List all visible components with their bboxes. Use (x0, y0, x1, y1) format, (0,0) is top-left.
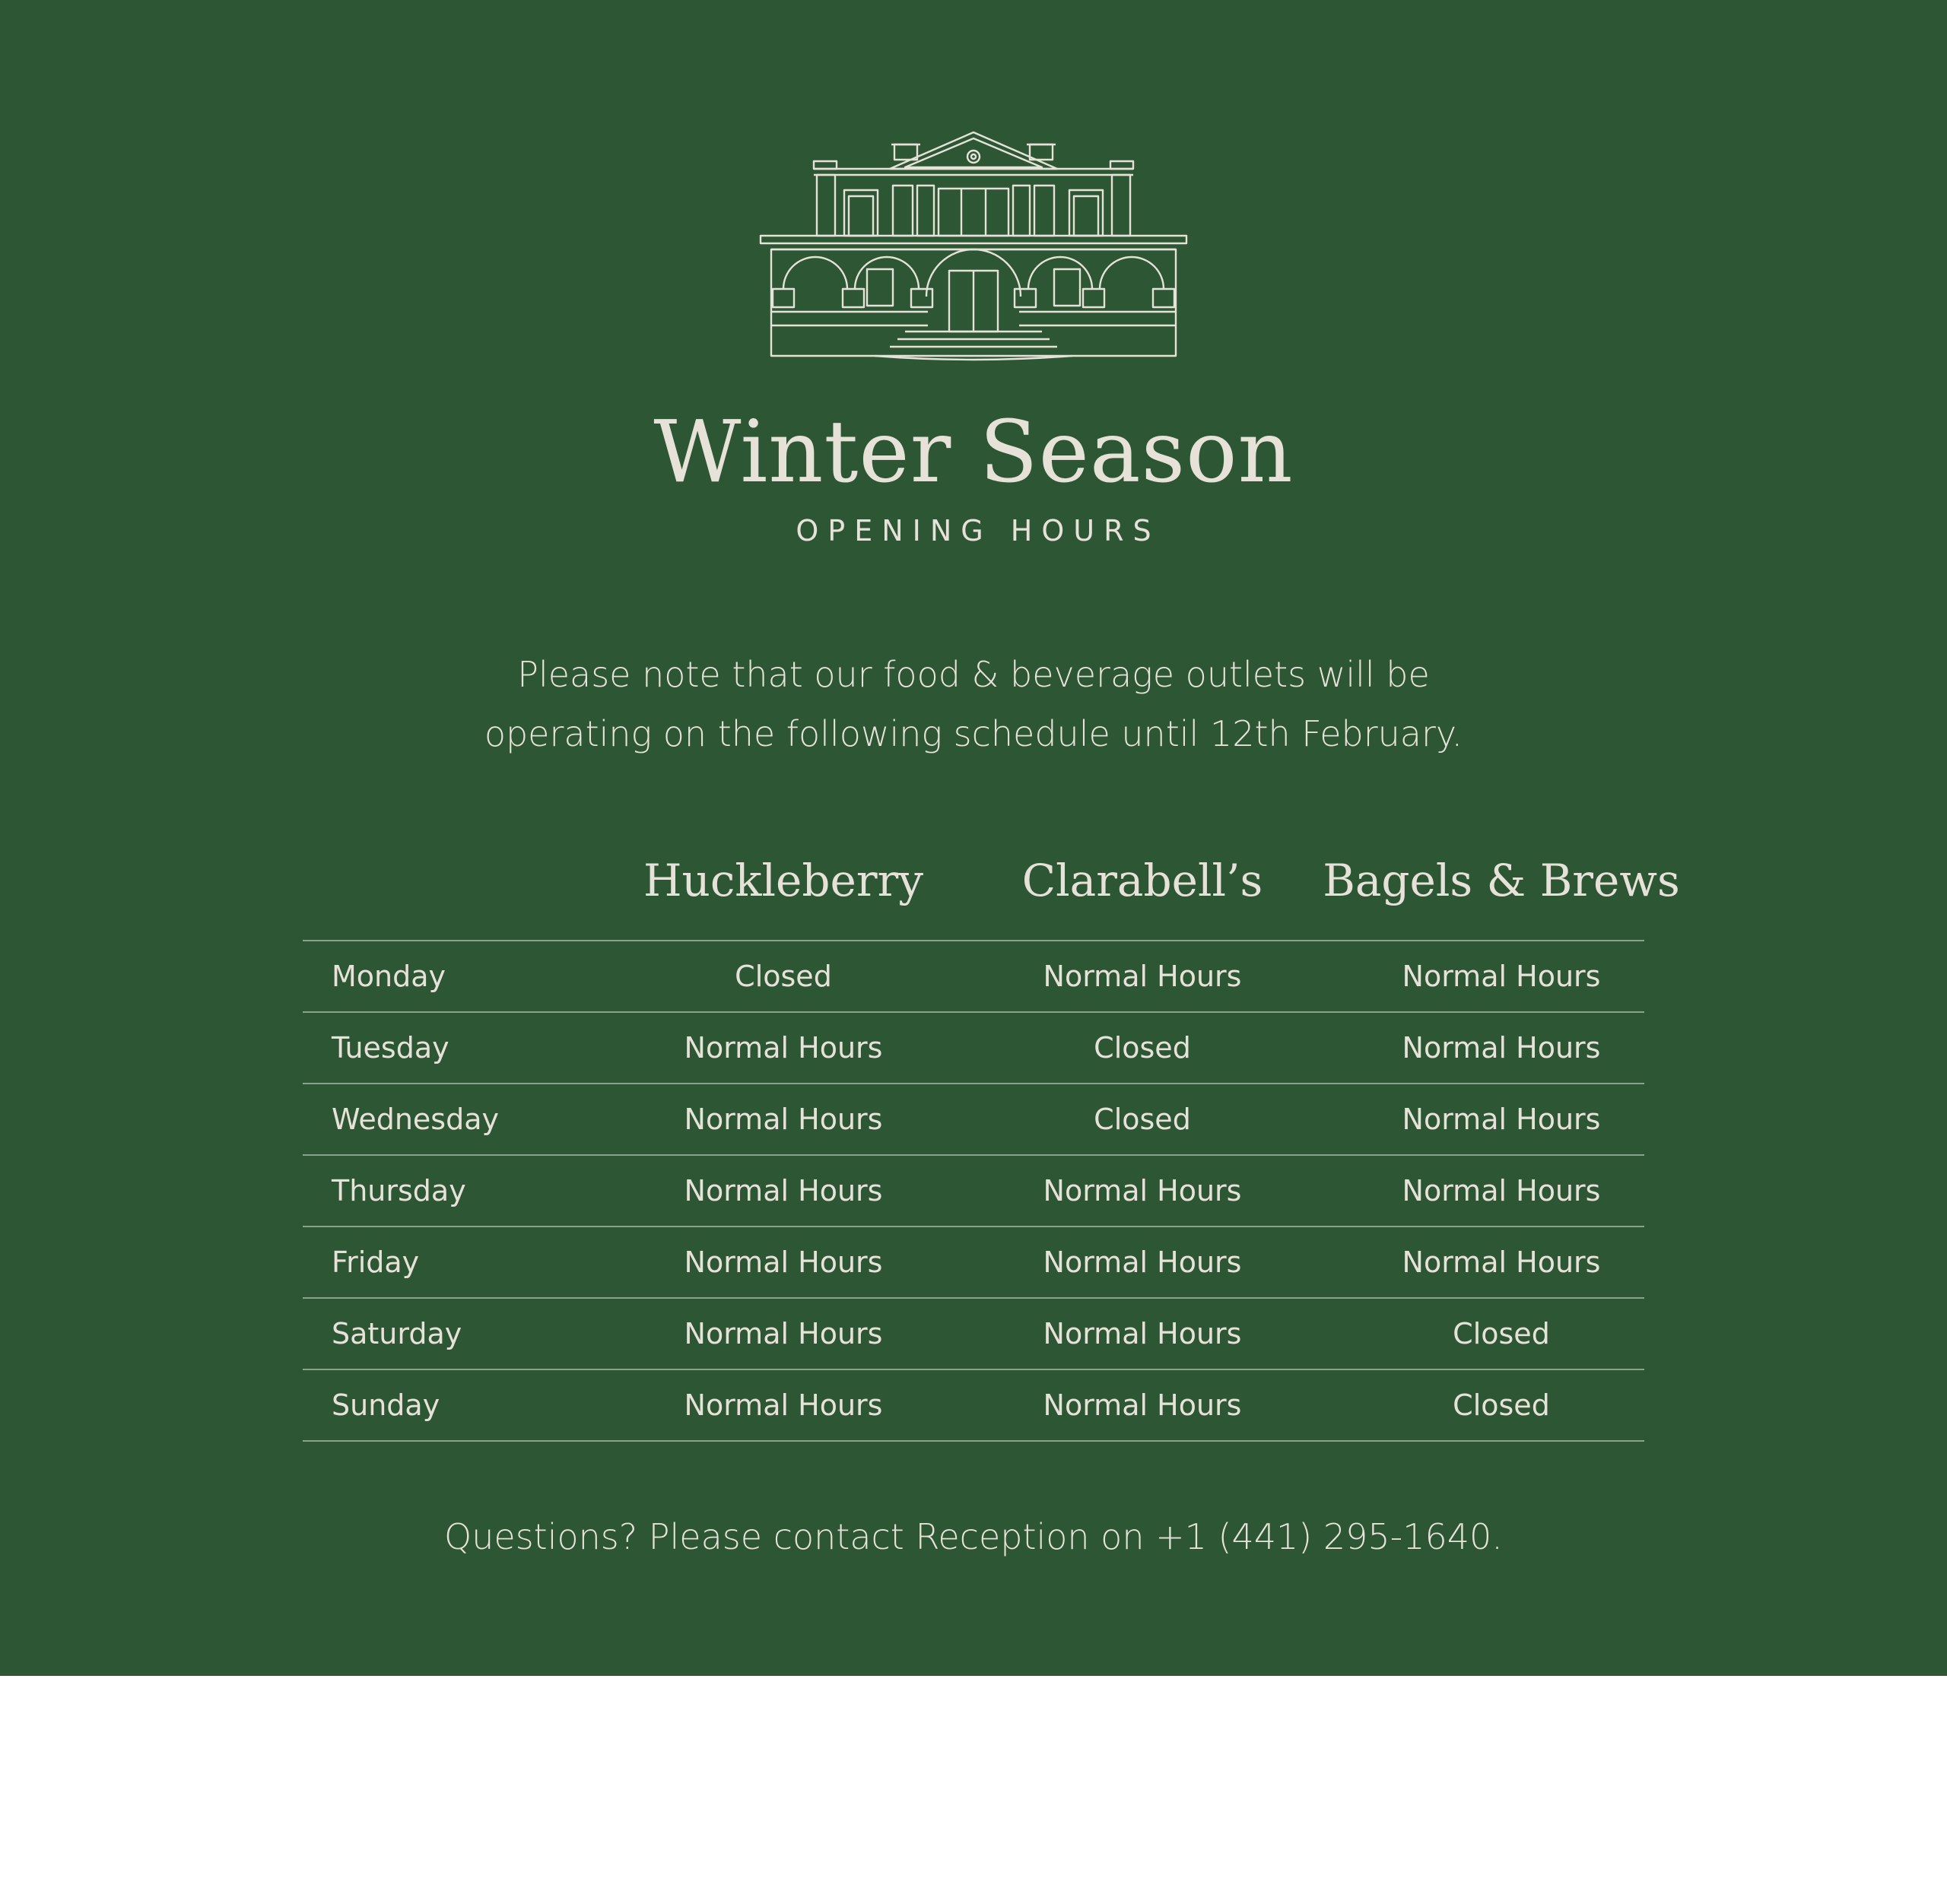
hours-cell: Normal Hours (1043, 1246, 1242, 1279)
column-header-huckleberry: Huckleberry (643, 855, 924, 906)
schedule-note (426, 645, 1521, 763)
hours-cell: Normal Hours (684, 1388, 883, 1422)
hours-cell: Normal Hours (1043, 960, 1242, 993)
hours-cell: Normal Hours (1043, 1174, 1242, 1207)
table-header (303, 836, 1680, 941)
hours-cell: Normal Hours (1402, 960, 1601, 993)
opening-hours-table (303, 836, 1680, 1442)
hours-cell: Normal Hours (1402, 1031, 1601, 1065)
day-label: Saturday (332, 1317, 462, 1350)
hours-cell: Normal Hours (684, 1031, 883, 1065)
hours-cell: Normal Hours (684, 1246, 883, 1279)
hours-cell: Closed (735, 960, 832, 993)
table-row (303, 1370, 1644, 1442)
hours-cell: Closed (1453, 1317, 1550, 1350)
mansion-line-drawing-icon (753, 122, 1194, 365)
hours-cell: Normal Hours (684, 1103, 883, 1136)
hours-cell: Normal Hours (1402, 1246, 1601, 1279)
schedule-note-line: Please note that our food & beverage outlets will be (517, 654, 1430, 695)
column-header-bagels-brews: Bagels & Brews (1323, 855, 1680, 906)
table-row (303, 941, 1644, 1013)
hours-cell: Closed (1094, 1031, 1191, 1065)
page-title: Winter Season (653, 403, 1294, 502)
hours-cell: Normal Hours (684, 1174, 883, 1207)
column-header-clarabells: Clarabell’s (1021, 855, 1263, 906)
contact-note: Questions? Please contact Reception on +1 (441) 295-1640. (444, 1516, 1503, 1557)
table-row (303, 1156, 1644, 1227)
hours-cell: Closed (1453, 1388, 1550, 1422)
hours-cell: Normal Hours (1402, 1103, 1601, 1136)
schedule-note-line: operating on the following schedule until 12th February. (484, 713, 1463, 754)
hours-cell: Normal Hours (1402, 1174, 1601, 1207)
day-label: Thursday (332, 1174, 466, 1207)
hours-cell: Normal Hours (684, 1317, 883, 1350)
day-label: Wednesday (332, 1103, 500, 1136)
table-row (303, 1299, 1644, 1370)
hours-cell: Normal Hours (1043, 1388, 1242, 1422)
table-row (303, 1227, 1644, 1299)
page-subtitle: OPENING HOURS (796, 514, 1161, 547)
hours-cell: Normal Hours (1043, 1317, 1242, 1350)
day-label: Tuesday (332, 1031, 449, 1065)
table-row (303, 1084, 1644, 1156)
hours-cell: Closed (1094, 1103, 1191, 1136)
day-label: Monday (332, 960, 446, 993)
table-row (303, 1013, 1644, 1084)
day-label: Friday (332, 1246, 420, 1279)
day-label: Sunday (332, 1388, 440, 1422)
